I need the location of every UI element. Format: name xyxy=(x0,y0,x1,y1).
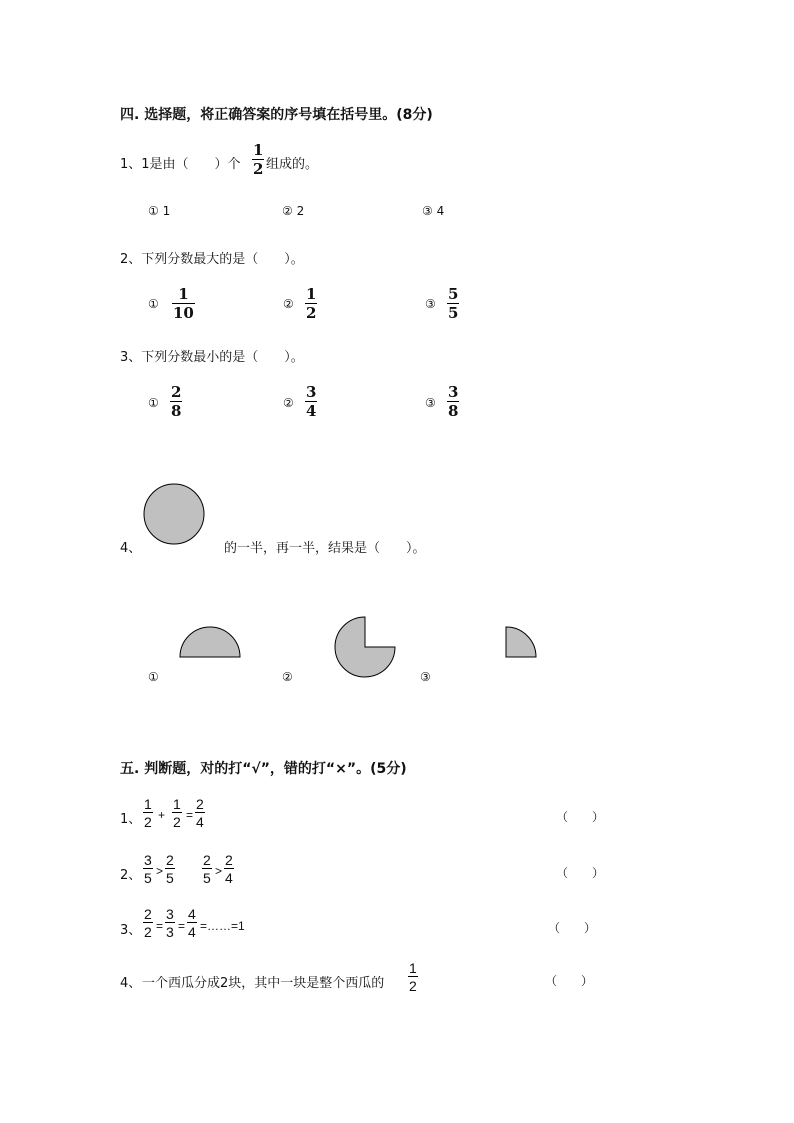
numerator: 1 xyxy=(253,141,264,159)
j2-number: 2、 xyxy=(120,868,142,883)
denominator: 4 xyxy=(196,814,204,830)
j1-fraction-3 xyxy=(195,797,205,829)
numerator: 1 xyxy=(144,796,152,812)
j2-fraction-4 xyxy=(224,853,234,885)
q4-text: 的一半，再一半，结果是（ ）。 xyxy=(224,541,426,556)
numerator: 3 xyxy=(306,383,317,401)
j2-fraction-2 xyxy=(165,853,175,885)
q4-option-2-figure[interactable] xyxy=(334,616,398,680)
q4-option-1-mark[interactable]: ① xyxy=(148,670,159,684)
q3-option-1-mark[interactable]: ① xyxy=(148,396,159,410)
j3-answer-paren[interactable]: （ ） xyxy=(548,921,597,935)
j1-number: 1、 xyxy=(120,812,142,827)
section-5-title: 五. 判断题，对的打“√”，错的打“×”。(5分) xyxy=(120,761,407,777)
q3-option-3-fraction xyxy=(447,385,459,419)
denominator: 5 xyxy=(166,870,174,886)
j1-fraction-2 xyxy=(172,797,182,829)
q2-option-1-mark[interactable]: ① xyxy=(148,297,159,311)
denominator: 5 xyxy=(448,304,459,322)
j2-fraction-1 xyxy=(143,853,153,885)
three-quarter-circle xyxy=(335,617,395,677)
equals-sign: = xyxy=(178,919,186,933)
full-circle xyxy=(144,484,204,544)
q2-option-2-fraction xyxy=(305,287,317,321)
numerator: 5 xyxy=(448,285,459,303)
j3-fraction-2 xyxy=(165,907,175,939)
numerator: 3 xyxy=(448,383,459,401)
j4-answer-paren[interactable]: （ ） xyxy=(545,974,594,988)
q2-option-2-mark[interactable]: ② xyxy=(283,297,294,311)
q3-option-1-fraction xyxy=(170,385,182,419)
q3-option-3-mark[interactable]: ③ xyxy=(425,396,436,410)
q2-option-3-fraction xyxy=(447,287,459,321)
numerator: 1 xyxy=(306,285,317,303)
j4-fraction xyxy=(408,961,418,993)
denominator: 3 xyxy=(166,924,174,940)
ellipsis-equals-one: =……=1 xyxy=(200,919,245,933)
numerator: 2 xyxy=(166,852,174,868)
numerator: 3 xyxy=(166,906,174,922)
q1-fraction xyxy=(252,143,264,177)
q2-option-1-fraction xyxy=(172,287,195,321)
denominator: 10 xyxy=(173,304,194,322)
j4-text: 一个西瓜分成2块，其中一块是整个西瓜的 xyxy=(142,976,385,991)
numerator: 2 xyxy=(196,796,204,812)
full-circle-figure xyxy=(142,482,206,546)
equals-sign: = xyxy=(186,808,194,822)
j3-number: 3、 xyxy=(120,923,142,938)
denominator: 2 xyxy=(144,924,152,940)
q3-option-2-fraction xyxy=(305,385,317,419)
q2-text: 2、下列分数最大的是（ ）。 xyxy=(120,252,304,267)
q3-option-2-mark[interactable]: ② xyxy=(283,396,294,410)
denominator: 4 xyxy=(306,402,317,420)
j1-fraction-1 xyxy=(143,797,153,829)
q2-option-3-mark[interactable]: ③ xyxy=(425,297,436,311)
q1-prefix: 1、1是由（ ）个 xyxy=(120,157,241,172)
numerator: 2 xyxy=(144,906,152,922)
numerator: 2 xyxy=(171,383,182,401)
numerator: 1 xyxy=(178,285,189,303)
q4-number: 4、 xyxy=(120,541,142,556)
q1-option-3[interactable]: ③ 4 xyxy=(422,204,445,218)
half-circle xyxy=(180,627,240,657)
j4-number: 4、 xyxy=(120,976,142,991)
numerator: 1 xyxy=(409,960,417,976)
denominator: 2 xyxy=(409,978,417,994)
numerator: 4 xyxy=(188,906,196,922)
j2-answer-paren[interactable]: （ ） xyxy=(556,866,605,880)
q4-option-3-figure[interactable] xyxy=(505,626,539,660)
equals-sign: = xyxy=(156,919,164,933)
denominator: 2 xyxy=(173,814,181,830)
numerator: 1 xyxy=(173,796,181,812)
section-4-title: 四. 选择题，将正确答案的序号填在括号里。(8分) xyxy=(120,107,433,123)
j2-fraction-3 xyxy=(202,853,212,885)
denominator: 8 xyxy=(448,402,459,420)
denominator: 4 xyxy=(188,924,196,940)
j3-fraction-1 xyxy=(143,907,153,939)
q4-option-2-mark[interactable]: ② xyxy=(282,670,293,684)
q1-suffix: 组成的。 xyxy=(266,157,319,172)
greater-than-sign: > xyxy=(156,864,164,878)
q4-option-1-figure[interactable] xyxy=(179,626,243,660)
numerator: 2 xyxy=(203,852,211,868)
q1-option-1[interactable]: ① 1 xyxy=(148,204,171,218)
denominator: 5 xyxy=(144,870,152,886)
greater-than-sign: > xyxy=(215,864,223,878)
quarter-circle xyxy=(506,627,536,657)
j1-answer-paren[interactable]: （ ） xyxy=(556,810,605,824)
numerator: 2 xyxy=(225,852,233,868)
numerator: 3 xyxy=(144,852,152,868)
denominator: 2 xyxy=(306,304,317,322)
denominator: 2 xyxy=(253,160,264,178)
denominator: 2 xyxy=(144,814,152,830)
q1-option-2[interactable]: ② 2 xyxy=(282,204,305,218)
q4-option-3-mark[interactable]: ③ xyxy=(420,670,431,684)
j3-fraction-3 xyxy=(187,907,197,939)
denominator: 5 xyxy=(203,870,211,886)
denominator: 8 xyxy=(171,402,182,420)
q3-text: 3、下列分数最小的是（ ）。 xyxy=(120,350,304,365)
denominator: 4 xyxy=(225,870,233,886)
plus-sign: + xyxy=(158,808,166,822)
